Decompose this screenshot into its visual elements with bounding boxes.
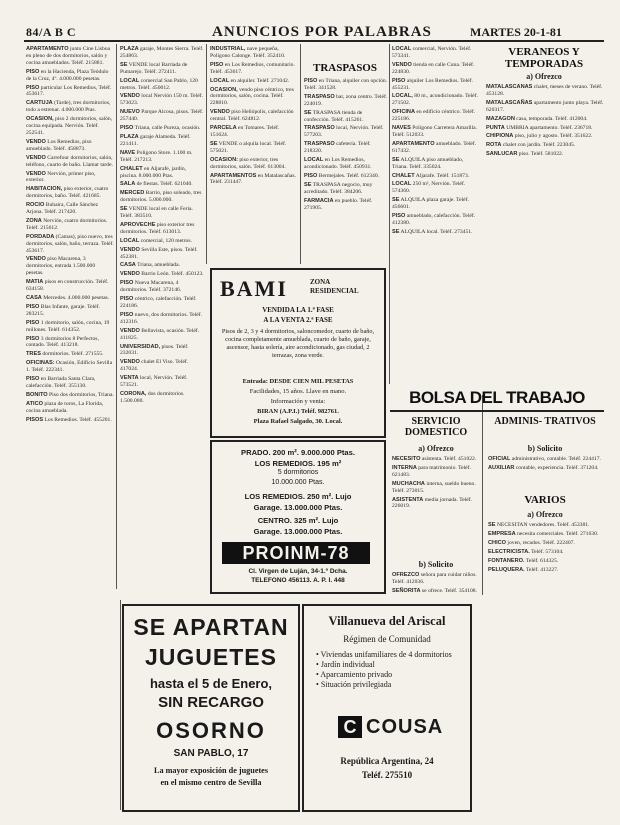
classified-ad: PISO en Los Remedios, comunitario. Teléf. 453617.: [210, 61, 295, 75]
classified-ad: MATALASCAÑAS chalet, meses de verano. Teléf. 453128.: [486, 84, 603, 97]
classified-ad: LOCAL, 80 m., acondicionado. Teléf. 271502.: [392, 93, 478, 107]
classified-ad: CHICO joven, recados. Teléf. 222407.: [488, 539, 575, 546]
bami-contact-address: Plaza Rafael Salgado, 30. Local.: [253, 418, 343, 425]
classified-ad: TRES dormitorios. Teléf. 271555.: [26, 351, 104, 358]
classified-ad: CORONA, dos dormitorios. 1.500.000.: [120, 390, 185, 404]
classified-ad: SE ALQUILA local. Teléf. 273451.: [392, 228, 473, 235]
classified-ad: VENDO chalet El Viso. Teléf. 417024.: [120, 359, 189, 373]
classified-ad: ZONA Nervión, cuatro dormitorios. Teléf. 215612.: [26, 217, 108, 231]
bolsa-trabajo-heading: BOLSA DEL TRABAJO: [409, 388, 585, 407]
juguetes-address: SAN PABLO, 17: [173, 748, 249, 759]
classified-ad: PISO 3 dormitorios 8 Perfectos, contado. Teléf. 413218.: [26, 335, 99, 349]
juguetes-footer2: en el mismo centro de Sevilla: [160, 778, 262, 787]
classified-ad: OCASION: piso exterior, tres dormitorios, salón. Teléf. 613004.: [210, 156, 286, 170]
bami-line2: A LA VENTA 2.ª FASE: [263, 316, 333, 324]
classified-ad: PELUQUERA. Teléf. 413227.: [488, 566, 559, 573]
classified-column-1: [26, 46, 114, 814]
proinm-line6: Garage. 13.000.000 Ptas.: [253, 503, 343, 512]
classified-ad: PISO Blas Infante, garaje. Teléf. 283215.: [26, 303, 100, 317]
cousa-phone: Teléf. 275510: [361, 770, 413, 780]
veraneos-heading: VERANEOS Y TEMPORADAS: [504, 46, 584, 70]
column-divider: [206, 44, 207, 264]
classified-ad: SE ALQUILA plaza garaje. Teléf. 456601.: [392, 197, 469, 211]
proinm-line2: LOS REMEDIOS. 195 m²: [254, 459, 342, 468]
classified-ad: PISO alquiler Los Remedios. Teléf. 455231.: [392, 77, 473, 91]
proinm-line5: LOS REMEDIOS. 250 m². Lujo: [244, 492, 352, 501]
classified-column-6: [486, 84, 604, 384]
servicio-subheading-b: b) Solicito: [418, 560, 454, 569]
classified-ad: PISO Nueva Macarena, 4 dormitorios. Teléf. 372146.: [120, 280, 182, 294]
classified-ad: LOCAL comercial, Nervión. Teléf. 573341.: [392, 46, 472, 59]
classified-ad: VENTA local, Nervión. Teléf. 573521.: [120, 375, 188, 389]
classified-ad: VENDO tienda en calle Cuna. Teléf. 224830.: [392, 61, 475, 75]
classified-ad: PISO Bermejales. Teléf. 612340.: [304, 172, 380, 179]
page-label: 84/A B C: [26, 25, 77, 39]
classified-ad: PISO céntrico, calefacción. Teléf. 224186.: [120, 296, 197, 309]
classified-ad: FONTANERO. Teléf. 614325.: [488, 557, 559, 564]
page-title: ANUNCIOS POR PALABRAS: [212, 24, 432, 40]
administrativos-column: [488, 456, 604, 486]
classified-ad: HABITACION, piso exterior, cuatro dormitorios, baño. Teléf. 421685.: [26, 186, 109, 200]
classified-ad: ROCIO Buhaira, Calle Sánchez Arjona. Teléf. 217420.: [26, 202, 99, 216]
classified-ad: SE VENDE local en calle Feria. Teléf. 383510.: [120, 206, 193, 220]
classified-ad: EMPRESA necesita comerciales. Teléf. 271630.: [488, 530, 599, 537]
classified-ad: CARTUJA (Tarde), tres dormitorios, todo a estrenar. 4.000.000 Ptas.: [26, 100, 111, 114]
classified-ad: MATIA pisos en construcción. Teléf. 634158.: [26, 279, 109, 293]
classified-ad: PISO en Triana, alquiler con opción. Teléf. 341528.: [304, 78, 388, 91]
bami-body: Pisos de 2, 3 y 4 dormitorios, saloncomedor, cuarto de baño, cocina completamente amueblada, cuarto de baño, garaje, ascensor, hasta solería, aire acondicionado, gas ciudad, 2 terrazas, zona verde.: [221, 328, 375, 359]
classified-ad: PISO particular Los Remedios, Teléf. 453617.: [26, 84, 112, 98]
classified-ad: CHALET en Aljarafe, jardín, piscina. 8.000.000 Ptas.: [120, 165, 187, 179]
classified-ad: MAZAGON casa, temporada. Teléf. 412004.: [486, 115, 588, 122]
classified-ad: SE ALQUILA piso amueblado, Triana. Teléf. 335024.: [392, 156, 464, 170]
classified-ad: SE NECESITAN vendedores. Teléf. 453381.: [488, 522, 590, 528]
servicio-subheading-a: a) Ofrezco: [418, 444, 454, 453]
classified-ad: ASISTENTA media jornada. Teléf. 226019.: [392, 496, 473, 510]
classified-ad: SE TRASPASA tienda de confección. Teléf. 415261.: [304, 109, 364, 123]
classified-ad: VENDO Barrio León. Teléf. 450123.: [120, 271, 204, 278]
cousa-feature-text: Aparcamiento privado: [320, 670, 393, 679]
bami-contact-name: BIRAN (A.P.I.) Teléf. 982761.: [257, 408, 339, 415]
classified-ad: VENDO piso Heliópolis, calefacción central. Teléf. 624812.: [210, 109, 294, 123]
classified-ad: SE TRASPASA negocio, muy acreditado. Teléf. 384206.: [304, 181, 373, 195]
proinm-ad: [210, 440, 386, 594]
classified-ad: MATALASCAÑAS apartamento junto playa. Teléf. 620317.: [486, 99, 604, 113]
juguetes-line1: SE APARTAN: [133, 614, 289, 640]
classified-column-4: [304, 78, 388, 258]
servicio-domestico-column: [392, 456, 480, 560]
classified-ad: PISO nuevo, dos dormitorios. Teléf. 412316.: [120, 311, 203, 325]
classified-ad: MUCHACHA interna, sueldo bueno. Teléf. 273015.: [392, 480, 476, 494]
classified-ad: LOCAL en Los Remedios, acondicionado. Teléf. 450931.: [304, 157, 372, 170]
classified-ad: PISO 1 dormitorio, salón, cocina, 19 millones. Teléf. 614352.: [26, 319, 110, 333]
classified-ad: APARTAMENTO junto Cine Lisboa en pleno de dos dormitorios, salón y cocina amueblados. Teléf. 215881.: [26, 46, 111, 66]
cousa-logo-icon: C: [338, 716, 362, 738]
classified-ad: APARTAMENTOS en Matalascañas. Teléf. 231447.: [210, 172, 296, 186]
classified-ad: TRASPASO bar, zona centro. Teléf. 224019.: [304, 93, 388, 107]
cousa-brand: COUSA: [366, 716, 444, 738]
proinm-line8: Garage. 13.000.000 Ptas.: [253, 527, 343, 536]
classified-ad: SE VENDE o alquila local. Teléf. 575021.: [210, 140, 287, 154]
classified-ad: PISO amueblado, calefacción. Teléf. 412380.: [392, 213, 476, 226]
cousa-feature-item: • Viviendas unifamiliares de 4 dormitorios: [316, 650, 452, 659]
classified-ad: NAVE Polígono Store. 1.100 m. Teléf. 217213.: [120, 149, 193, 163]
column-divider: [300, 44, 301, 264]
cousa-feature-item: • Aparcamiento privado: [316, 670, 393, 679]
classified-ad: PARCELA en Tomares. Teléf. 151624.: [210, 125, 280, 138]
classified-ad: OFICINA en edificio céntrico. Teléf. 225186.: [392, 109, 476, 123]
veraneos-subheading: a) Ofrezco: [526, 72, 562, 81]
classified-column-2: [120, 46, 204, 594]
cousa-feature-text: Jardín individual: [320, 660, 375, 669]
proinm-footer1: Cl. Virgen de Luján, 34-1.º Dcha.: [248, 568, 348, 575]
classified-ad: LOCAL comercial, 120 metros.: [120, 237, 192, 244]
classified-column-3: [210, 46, 298, 258]
administrativos-heading: ADMINIS- TRATIVOS: [494, 416, 596, 427]
classified-ad: NUEVO Parque Alcosa, pisos. Teléf. 257440.: [120, 109, 204, 123]
traspasos-heading: TRASPASOS: [313, 62, 377, 74]
classified-ad: OCASION, piso 2 dormitorios, salón, cocina equipada. Nervión. Teléf. 252541.: [26, 116, 113, 136]
cousa-features: [316, 650, 462, 690]
classified-ad: LOCAL comercial San Pablo, 120 metros. Teléf. 450012.: [120, 77, 198, 91]
classified-ad: PORDADA (Camas), piso nuevo, tres dormitorios, salón, baño, terraza. Teléf. 453617.: [26, 233, 114, 254]
classified-ad: SANLUCAR piso. Teléf. 581022.: [486, 151, 564, 158]
juguetes-line4: SIN RECARGO: [158, 694, 264, 711]
classified-ad: VENDO Sevilla Este, pisos. Teléf. 452381.: [120, 246, 198, 260]
classified-ad: UNIVERSIDAD, pisos. Teléf. 232031.: [120, 343, 189, 357]
classified-ad: PUNTA UMBRIA apartamento. Teléf. 236718.: [486, 124, 593, 131]
classified-ad: VENDO Nervión, primer piso, exterior.: [26, 170, 96, 184]
column-divider: [120, 600, 121, 810]
bami-informacion: Información y venta:: [270, 398, 326, 405]
proinm-line4: 10.000.000 Ptas.: [271, 479, 325, 486]
juguetes-line3: hasta el 5 de Enero,: [149, 676, 273, 691]
classified-ad: MERCED Barrio, piso soleado, tres dormitorios. 5.000.000.: [120, 190, 202, 204]
cousa-address: República Argentina, 24: [340, 756, 434, 766]
header-rule: [24, 40, 604, 42]
classified-ad: PISOS Los Remedios. Teléf. 455201.: [26, 416, 112, 423]
bolsa-rule: [390, 410, 604, 412]
solicita-column: [392, 572, 480, 602]
varios-column: [488, 522, 604, 812]
classified-ad: TRASPASO cafetería. Teléf. 218320.: [304, 141, 371, 155]
bami-ad: [210, 268, 386, 438]
classified-ad: CASA Mercedes. 4.000.000 pesetas.: [26, 295, 110, 301]
bami-tagline: ZONA RESIDENCIAL: [310, 278, 359, 295]
page-header: [0, 0, 620, 38]
classified-ad: VENDO Bellavista, ocasión. Teléf. 411825.: [120, 327, 200, 341]
bami-brand: BAMI: [220, 276, 288, 301]
classified-ad: CASA Triana, amueblada.: [120, 262, 180, 269]
classified-ad: PISO en la Hacienda, Plaza Teódulo de la Cruz, 4º. 4.000.000 pesetas.: [26, 68, 109, 82]
classified-ad: LOCAL 250 m², Nervión. Teléf. 574360.: [392, 181, 466, 195]
classified-ad: OFICIAL administrativo, contable. Teléf. 224417.: [488, 456, 601, 462]
servicio-domestico-heading: SERVICIO DOMESTICO: [404, 416, 468, 438]
juguetes-brand: OSORNO: [156, 718, 266, 743]
classified-ad: OFREZCO señora para cuidar niños. Teléf. 412036.: [392, 572, 477, 585]
classified-ad: VENDO piso Macarena, 3 dormitorios, entrada 1.500.000 pesetas.: [26, 256, 96, 277]
classified-ad: NAVES Polígono Carretera Amarilla. Teléf. 512033.: [392, 125, 478, 138]
classified-ad: VENDO local Nervión 150 m. Teléf. 573023.: [120, 93, 203, 107]
classified-ad: APROVECHE piso exterior tres dormitorios. Teléf. 613013.: [120, 221, 195, 235]
proinm-footer2: TELEFONO 456113. A. P. I. 448: [251, 577, 345, 584]
column-divider: [482, 395, 483, 595]
classified-ad: AUXILIAR contable, experiencia. Teléf. 371204.: [488, 464, 599, 471]
classified-ad: SALA de fiestas. Teléf. 621040.: [120, 181, 193, 188]
page-date: MARTES 20-1-81: [470, 25, 562, 39]
cousa-ad: [302, 604, 472, 812]
proinm-line7: CENTRO. 325 m². Lujo: [257, 516, 339, 525]
classified-ad: ROTA chalet con jardín. Teléf. 223045.: [486, 142, 576, 149]
varios-subheading: a) Ofrezco: [527, 510, 563, 519]
administrativos-subheading: b) Solicito: [527, 444, 563, 453]
varios-heading: VARIOS: [524, 494, 566, 506]
classified-ad: VENDO Los Remedios, piso amueblado. Teléf. 458873.: [26, 138, 92, 152]
classified-ad: TRASPASO local, Nervión. Teléf. 577203.: [304, 125, 384, 139]
proinm-line3: 5 dormitorios: [277, 469, 319, 476]
classified-ad: ELECTRICISTA. Teléf. 573104.: [488, 548, 564, 555]
classified-ad: PISO en Barriada Santa Clara, calefacción. Teléf. 355130.: [26, 376, 96, 389]
proinm-line1: PRADO. 200 m². 9.000.000 Ptas.: [241, 448, 355, 457]
proinm-brand: PROINM-78: [222, 542, 370, 564]
cousa-feature-item: • Jardín individual: [316, 660, 375, 669]
bami-entrada: Entrada: DESDE CIEN MIL PESETAS: [242, 378, 354, 385]
bami-line1: VENDIDA LA 1.ª FASE: [262, 306, 334, 314]
classified-ad: LOCAL en alquiler. Teléf. 271042.: [210, 77, 290, 84]
classified-ad: INDUSTRIAL, nave pequeña, Polígono Calonge. Teléf. 352410.: [210, 46, 286, 59]
classified-ad: FARMACIA en pueblo. Teléf. 271905.: [304, 197, 373, 211]
classified-ad: SE VENDE local Barriada de Pumarejo. Teléf. 272411.: [120, 61, 188, 75]
cousa-title: Villanueva del Ariscal: [328, 614, 446, 628]
juguetes-line2: JUGUETES: [145, 644, 277, 670]
cousa-feature-text: Viviendas unifamiliares de 4 dormitorios: [320, 650, 452, 659]
column-divider: [389, 44, 390, 384]
classified-ad: ATICO plaza de toros, La Florida, cocina amueblada.: [26, 400, 104, 414]
cousa-feature-item: • Situación privilegiada: [316, 680, 392, 689]
classified-ad: INTERNA para matrimonio. Teléf. 621483.: [392, 464, 471, 478]
classified-ad: SEÑORITA se ofrece. Teléf. 354108.: [392, 587, 478, 594]
classified-ad: CHALET Aljarafe. Teléf. 151873.: [392, 172, 470, 179]
juguetes-footer1: La mayor exposición de juguetes: [153, 766, 269, 775]
classified-ad: PLAZA garaje, Montes Sierra. Teléf. 254863.: [120, 46, 204, 59]
juguetes-ad: [122, 604, 300, 812]
classified-ad: NECESITO asistenta. Teléf. 451022.: [392, 456, 477, 462]
classified-column-5: [392, 46, 480, 386]
classified-ad: BONITO Piso dos dormitorios, Triana.: [26, 391, 114, 398]
classified-ad: CHIPIONA piso, julio y agosto. Teléf. 351622.: [486, 133, 593, 140]
cousa-feature-text: Situación privilegiada: [320, 680, 392, 689]
bami-facilidades: Facilidades, 15 años. Llave en mano.: [249, 388, 347, 395]
classified-ad: OCASION, vendo piso céntrico, tres dormitorios, salón, cocina. Teléf. 228810.: [210, 86, 294, 107]
classified-ad: APARTAMENTO amueblado. Teléf. 617432.: [392, 140, 477, 154]
cousa-subtitle: Régimen de Comunidad: [343, 634, 431, 644]
column-divider: [116, 44, 117, 589]
classified-ad: VENDO Carrefour dormitorios, salón, teléfono, cuarto de baño. Llamar tarde.: [26, 154, 113, 168]
classified-ad: OFICINAS: Ocasión, Edificio Sevilla 1. Teléf. 222341.: [26, 360, 113, 374]
classified-ad: PISO Triana, calle Pureza, ocasión.: [120, 125, 201, 132]
classified-ad: PLAZA garaje Alameda. Teléf. 221411.: [120, 133, 191, 147]
